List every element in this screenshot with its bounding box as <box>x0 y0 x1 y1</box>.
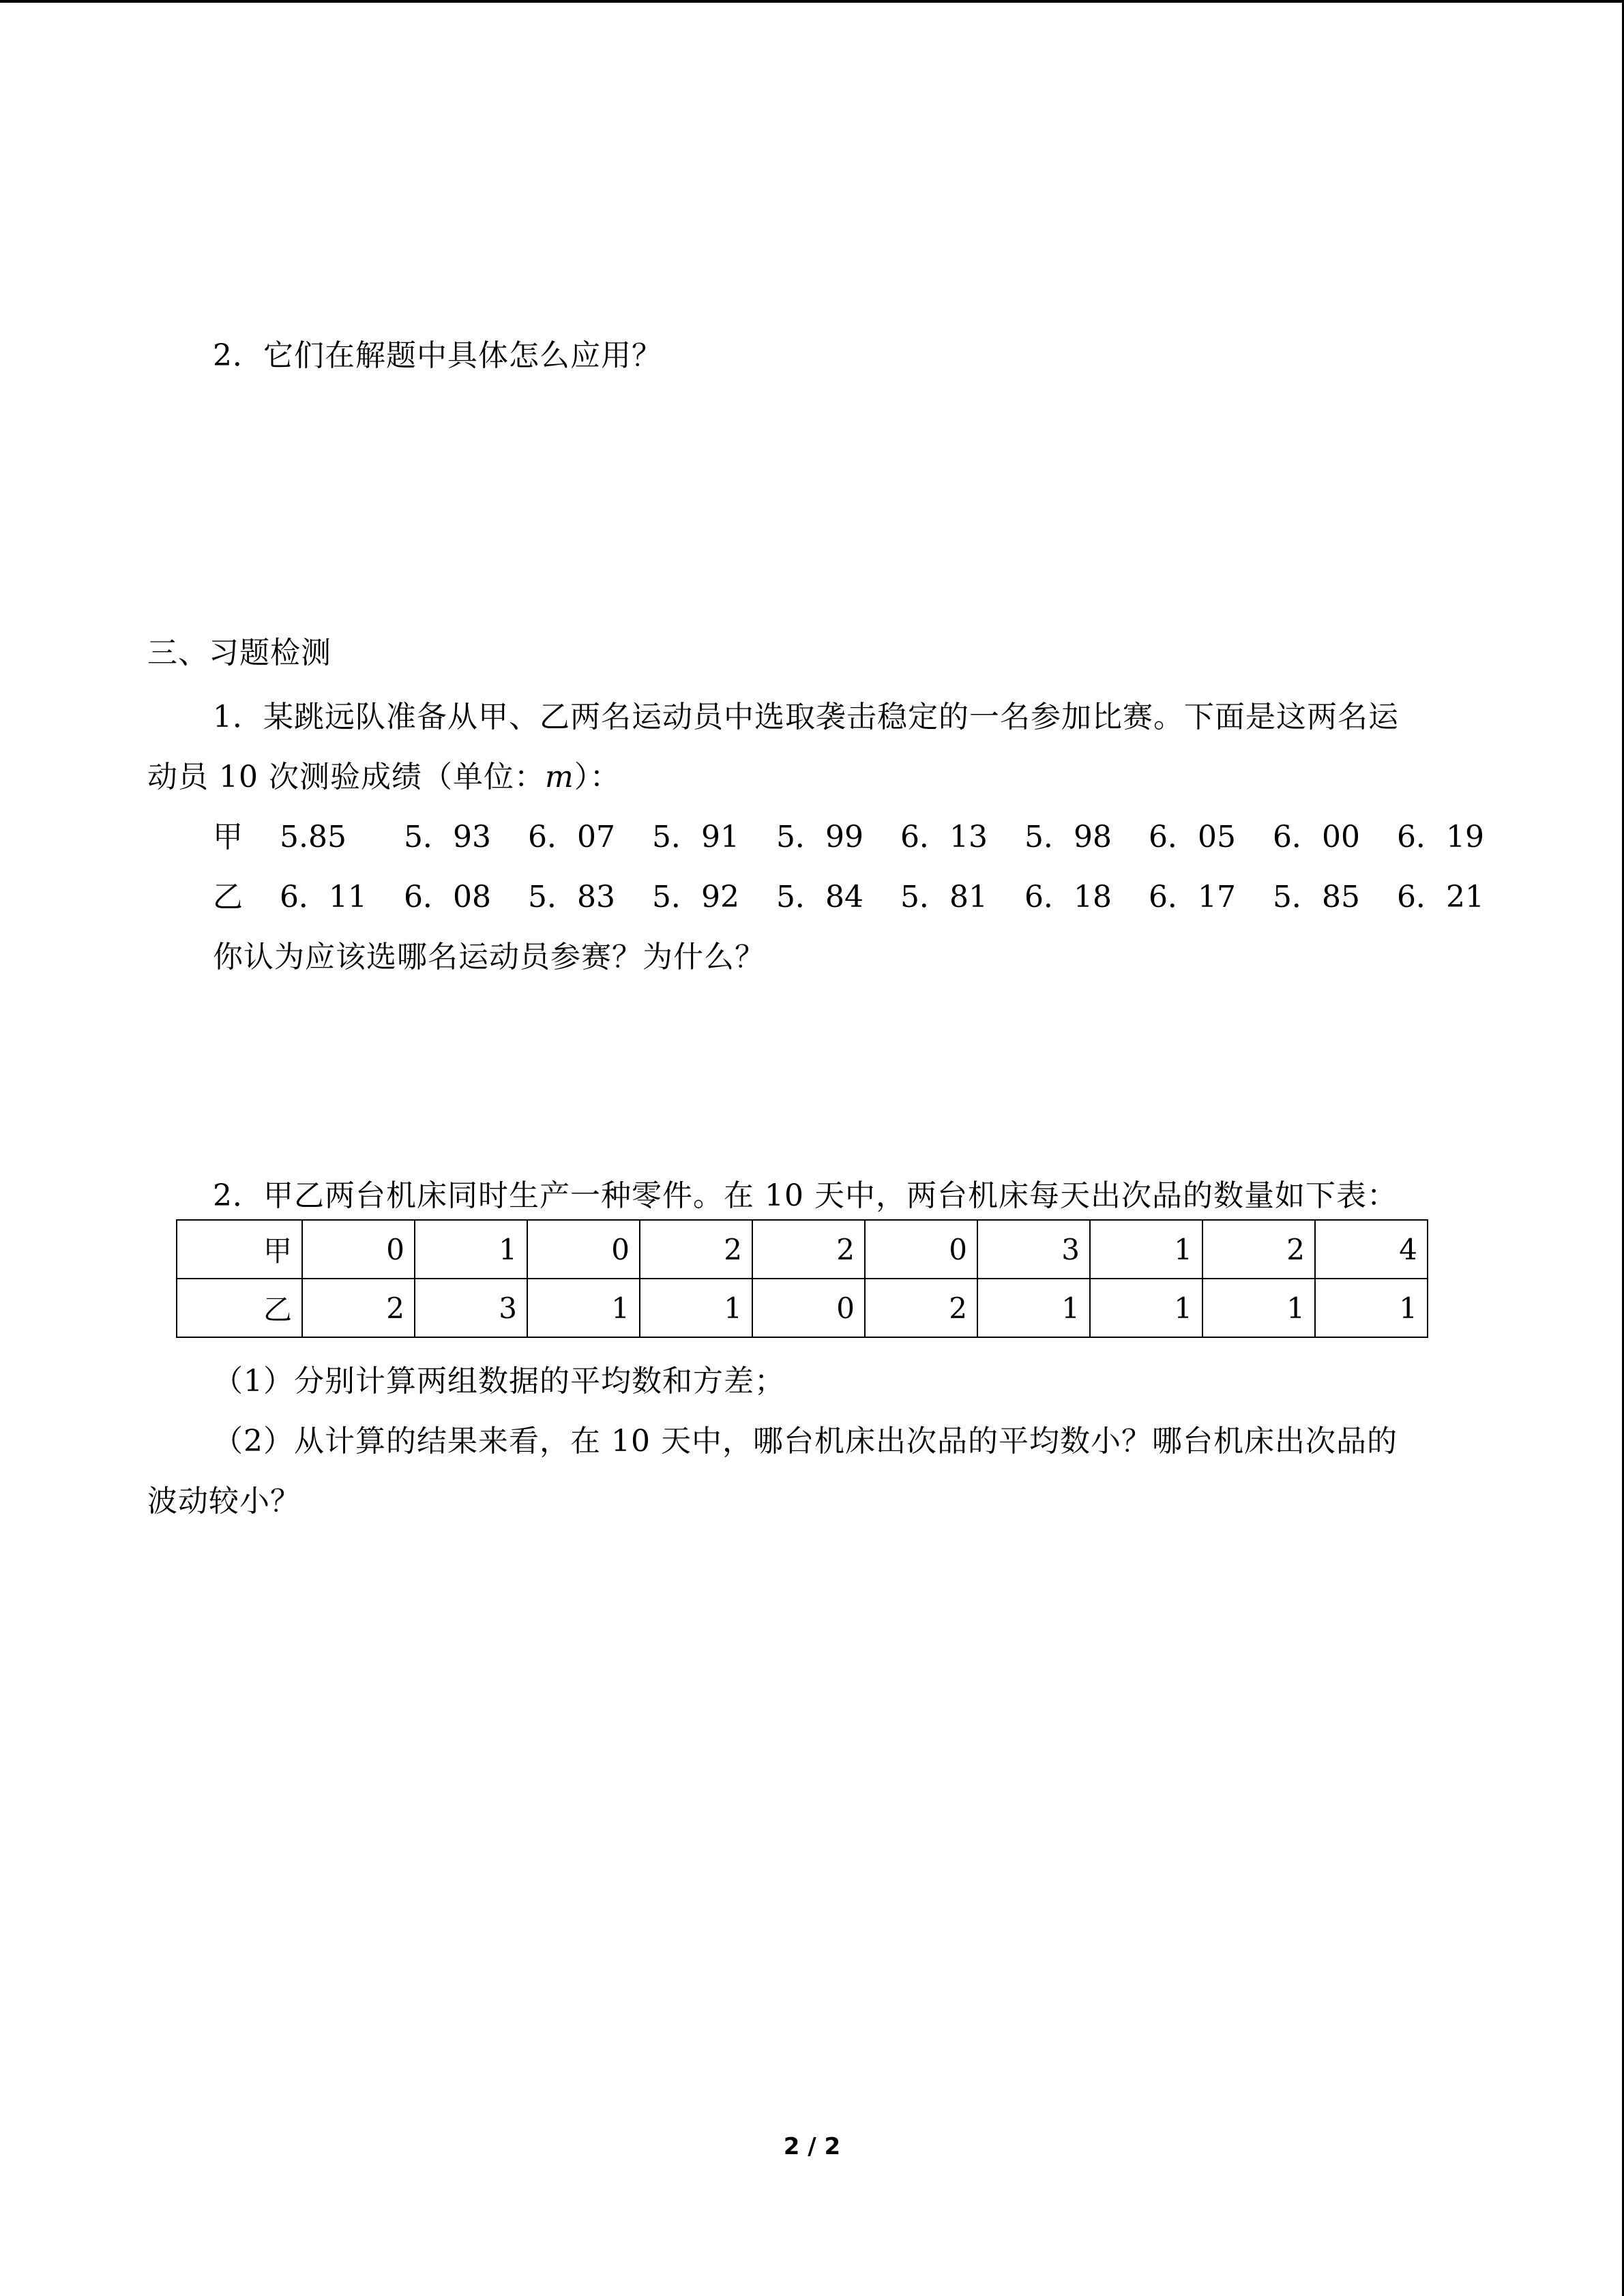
table-cell: 0 <box>865 1220 977 1279</box>
score-value: 6．19 <box>1397 820 1484 854</box>
machine-label-cell: 乙 <box>177 1279 302 1337</box>
problem-2-subquestion-2-line-2: 波动较小？ <box>147 1484 301 1519</box>
table-cell: 1 <box>527 1279 640 1337</box>
table-row <box>177 1279 1428 1337</box>
athlete-label: 乙 <box>213 880 243 914</box>
table-cell: 4 <box>1315 1220 1428 1279</box>
score-value: 6．00 <box>1273 820 1360 854</box>
section-3-title: 三、习题检测 <box>147 636 331 670</box>
score-value: 5．84 <box>776 880 863 914</box>
score-value: 5．83 <box>528 880 615 914</box>
score-value: 5．92 <box>652 880 739 914</box>
score-value: 5．91 <box>652 820 739 854</box>
table-cell: 1 <box>1090 1220 1202 1279</box>
score-value: 5.85 <box>280 820 346 854</box>
problem-2-subquestion-1: （1）分别计算两组数据的平均数和方差； <box>213 1364 785 1399</box>
score-value: 5．99 <box>776 820 863 854</box>
score-value: 6．08 <box>404 880 491 914</box>
score-value: 5．93 <box>404 820 491 854</box>
page-number: 2 / 2 <box>783 2133 841 2160</box>
score-value: 6．17 <box>1149 880 1236 914</box>
table-cell: 3 <box>415 1279 527 1337</box>
table-cell: 2 <box>640 1220 752 1279</box>
table-cell: 1 <box>1202 1279 1315 1337</box>
table-cell: 2 <box>865 1279 977 1337</box>
problem-2-intro: 2．甲乙两台机床同时生产一种零件。在 10 天中，两台机床每天出次品的数量如下表： <box>213 1178 1398 1213</box>
machine-label-cell: 甲 <box>177 1220 302 1279</box>
score-value: 5．98 <box>1024 820 1112 854</box>
table-cell: 2 <box>752 1220 865 1279</box>
table-cell: 2 <box>1202 1220 1315 1279</box>
problem-1-question: 你认为应该选哪名运动员参赛？为什么？ <box>213 940 765 974</box>
score-value: 5．81 <box>900 880 988 914</box>
table-cell: 0 <box>527 1220 640 1279</box>
problem-1-text-line-2 <box>147 757 621 798</box>
problem-1-line-2-suffix: ）： <box>574 760 621 794</box>
table-cell: 1 <box>415 1220 527 1279</box>
score-value: 5．85 <box>1273 880 1360 914</box>
athlete-yi-scores <box>213 877 1511 918</box>
table-cell: 1 <box>1315 1279 1428 1337</box>
table-row <box>177 1220 1428 1279</box>
table-cell: 0 <box>752 1279 865 1337</box>
score-value: 6．21 <box>1397 880 1484 914</box>
table-cell: 0 <box>302 1220 415 1279</box>
score-value: 6．07 <box>528 820 615 854</box>
problem-1-line-2-prefix: 动员 10 次测验成绩（单位： <box>147 760 545 794</box>
question-2-heading: 2．它们在解题中具体怎么应用？ <box>213 338 662 373</box>
defect-count-table <box>176 1219 1428 1338</box>
athlete-label: 甲 <box>213 820 243 854</box>
score-value: 6．18 <box>1024 880 1112 914</box>
score-value: 6．05 <box>1149 820 1236 854</box>
table-cell: 1 <box>640 1279 752 1337</box>
athlete-jia-scores <box>213 817 1511 858</box>
table-cell: 2 <box>302 1279 415 1337</box>
table-cell: 1 <box>1090 1279 1202 1337</box>
table-cell: 1 <box>977 1279 1090 1337</box>
table-cell: 3 <box>977 1220 1090 1279</box>
problem-1-text-line-1: 1．某跳远队准备从甲、乙两名运动员中选取袭击稳定的一名参加比赛。下面是这两名运 <box>213 700 1399 734</box>
score-value: 6．13 <box>900 820 988 854</box>
score-value: 6．11 <box>280 880 367 914</box>
page-top-border <box>0 0 1624 3</box>
problem-2-subquestion-2-line-1: （2）从计算的结果来看，在 10 天中，哪台机床出次品的平均数小？哪台机床出次品的 <box>213 1424 1398 1459</box>
unit-symbol: m <box>544 760 574 794</box>
